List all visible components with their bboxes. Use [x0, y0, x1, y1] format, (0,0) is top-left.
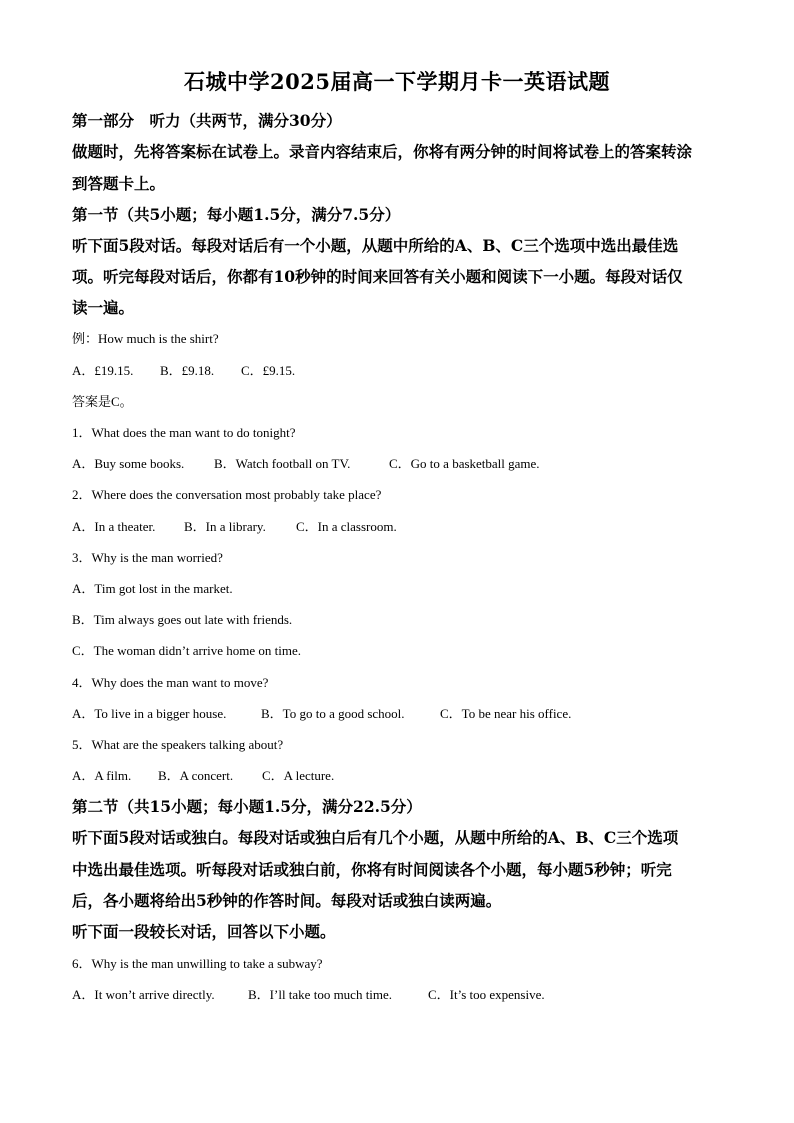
q5-option-a: A．A film. [72, 768, 132, 783]
q1-option-a: A．Buy some books. [72, 456, 185, 471]
section2-instruction-line2: 中选出最佳选项。听每段对话或独白前，你将有时间阅读各个小题，每小题5秒钟；听完 [72, 860, 672, 879]
q1-option-c: C．Go to a basketball game. [389, 456, 540, 471]
section1-instruction-line3: 读一遍。 [72, 298, 135, 317]
q1-option-b: B．Watch football on TV. [214, 456, 351, 471]
question-2: 2．Where does the conversation most probably take place? [72, 487, 382, 502]
page-title: 石城中学2025届高一下学期月卡一英语试题 [184, 69, 610, 94]
question-6: 6．Why is the man unwilling to take a subway? [72, 956, 323, 971]
q2-option-b: B．In a library. [184, 519, 266, 534]
section1-instruction-line1: 听下面5段对话。每段对话后有一个小题，从题中所给的A、B、C三个选项中选出最佳选 [72, 236, 679, 255]
example-answer: 答案是C。 [72, 394, 133, 409]
question-5: 5．What are the speakers talking about? [72, 737, 284, 752]
part1-instruction-line1: 做题时，先将答案标在试卷上。录音内容结束后，你将有两分钟的时间将试卷上的答案转涂 [72, 142, 693, 161]
question-4: 4．Why does the man want to move? [72, 675, 269, 690]
section2-subheading: 听下面一段较长对话，回答以下小题。 [72, 922, 336, 941]
question-1: 1．What does the man want to do tonight? [72, 425, 296, 440]
q4-option-b: B．To go to a good school. [261, 706, 405, 721]
q2-option-a: A．In a theater. [72, 519, 156, 534]
q3-option-b: B．Tim always goes out late with friends. [72, 612, 293, 627]
example-option-b: B．£9.18. [160, 363, 215, 378]
q3-option-c: C．The woman didn’t arrive home on time. [72, 643, 302, 658]
example-question: 例：How much is the shirt? [72, 331, 219, 346]
part1-heading: 第一部分 听力（共两节，满分30分） [72, 111, 342, 130]
section1-heading: 第一节（共5小题；每小题1.5分，满分7.5分） [72, 205, 401, 224]
q4-option-a: A．To live in a bigger house. [72, 706, 227, 721]
question-3: 3．Why is the man worried? [72, 550, 223, 565]
example-option-c: C．£9.15. [241, 363, 296, 378]
section2-instruction-line1: 听下面5段对话或独白。每段对话或独白后有几个小题，从题中所给的A、B、C三个选项 [72, 828, 679, 847]
section1-instruction-line2: 项。听完每段对话后，你都有10秒钟的时间来回答有关小题和阅读下一小题。每段对话仅 [72, 267, 683, 286]
section2-instruction-line3: 后，各小题将给出5秒钟的作答时间。每段对话或独白读两遍。 [72, 891, 502, 910]
q2-option-c: C．In a classroom. [296, 519, 397, 534]
q5-option-c: C．A lecture. [262, 768, 335, 783]
q6-option-b: B．I’ll take too much time. [248, 987, 393, 1002]
q6-option-c: C．It’s too expensive. [428, 987, 545, 1002]
example-option-a: A．£19.15. [72, 363, 134, 378]
q4-option-c: C．To be near his office. [440, 706, 572, 721]
section2-heading: 第二节（共15小题；每小题1.5分，满分22.5分） [72, 797, 422, 816]
part1-instruction-line2: 到答题卡上。 [72, 174, 166, 193]
q3-option-a: A．Tim got lost in the market. [72, 581, 233, 596]
q5-option-b: B．A concert. [158, 768, 234, 783]
q6-option-a: A．It won’t arrive directly. [72, 987, 215, 1002]
